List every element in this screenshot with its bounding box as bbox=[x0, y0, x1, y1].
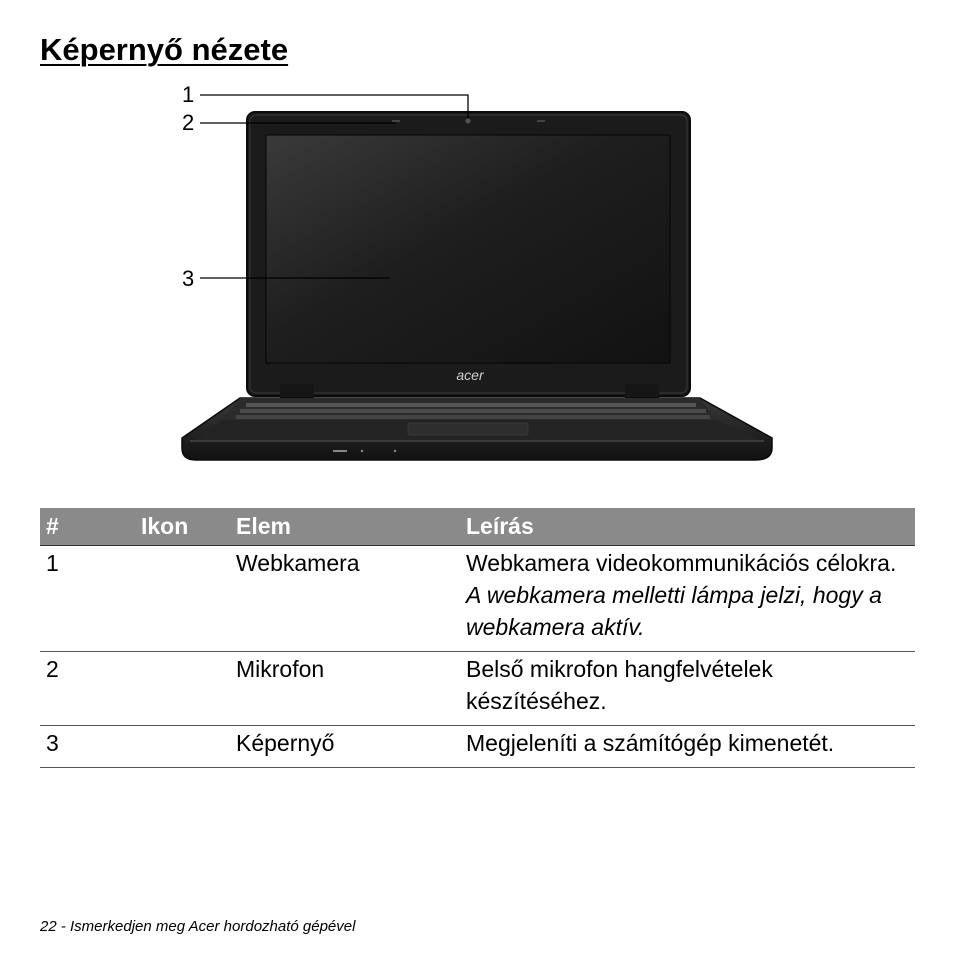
row-number: 1 bbox=[40, 546, 135, 652]
callout-label-1: 1 bbox=[182, 82, 195, 107]
page-footer: 22 - Ismerkedjen meg Acer hordozható gépével bbox=[40, 918, 356, 935]
table-header-row bbox=[40, 508, 915, 546]
header-element: Elem bbox=[230, 508, 460, 546]
webcam-icon bbox=[466, 119, 471, 124]
row-element: Képernyő bbox=[230, 726, 460, 768]
row-element: Mikrofon bbox=[230, 652, 460, 726]
row-description-cell bbox=[460, 546, 915, 652]
header-icon: Ikon bbox=[135, 508, 230, 546]
table-row bbox=[40, 726, 915, 768]
row-icon bbox=[135, 652, 230, 726]
row-icon bbox=[135, 726, 230, 768]
callout-label-3: 3 bbox=[182, 266, 195, 291]
header-description: Leírás bbox=[460, 508, 915, 546]
table-row bbox=[40, 546, 915, 652]
row-description: Webkamera videokommunikációs célokra. bbox=[466, 550, 897, 576]
page-title: Képernyő nézete bbox=[40, 32, 289, 67]
header-number: # bbox=[40, 508, 135, 546]
microphone-icon bbox=[392, 120, 400, 122]
brand-logo: acer bbox=[456, 367, 484, 383]
component-table bbox=[40, 508, 915, 768]
row-icon bbox=[135, 546, 230, 652]
touchpad bbox=[408, 423, 528, 435]
row-element: Webkamera bbox=[230, 546, 460, 652]
table-row bbox=[40, 652, 915, 726]
row-note: A webkamera melletti lámpa jelzi, hogy a webkamera aktív. bbox=[466, 582, 882, 640]
keyboard bbox=[236, 403, 710, 419]
row-description: Belső mikrofon hangfelvételek készítéséhez. bbox=[460, 652, 915, 726]
row-number: 3 bbox=[40, 726, 135, 768]
callout-label-2: 2 bbox=[182, 110, 195, 135]
display-panel bbox=[266, 135, 670, 363]
row-description: Megjeleníti a számítógép kimenetét. bbox=[460, 726, 915, 768]
laptop-front-view-illustration bbox=[0, 80, 954, 480]
row-number: 2 bbox=[40, 652, 135, 726]
